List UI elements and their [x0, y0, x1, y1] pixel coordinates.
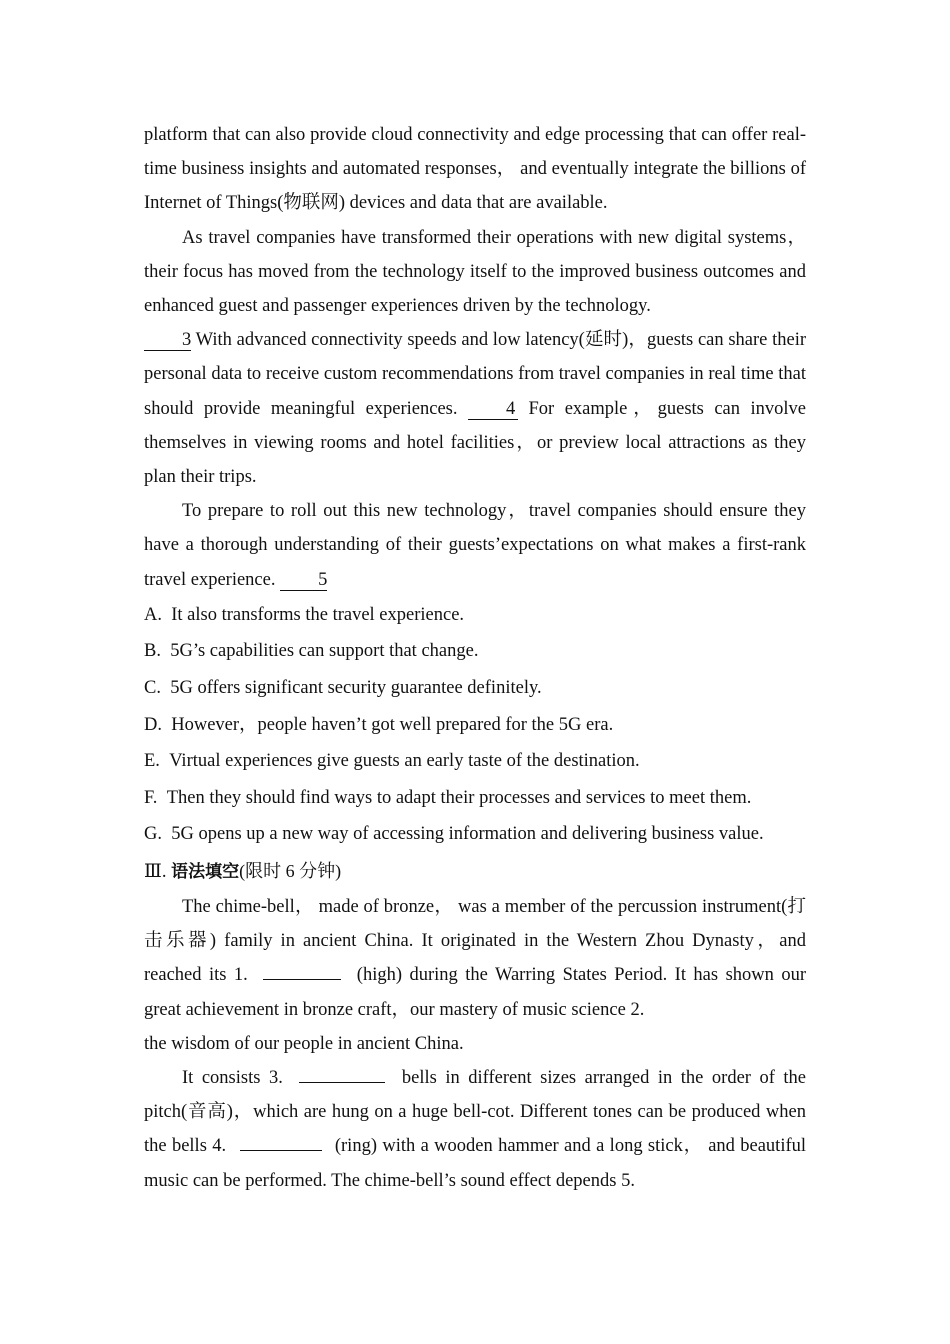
passage1-paragraph-3 — [144, 494, 806, 597]
paragraph-2-middle: With advanced connectivity speeds and low latency(延时)，guests can share their personal data to receive custom recommendations from travel companies in real time that should provide meaningful experiences. — [144, 330, 806, 419]
option-text: Virtual experiences give guests an early taste of the destination. — [169, 751, 640, 772]
option-letter: F. — [144, 787, 158, 808]
blank-grammar-1[interactable] — [263, 979, 341, 980]
passage2-paragraph-2 — [144, 1061, 806, 1198]
option-text: 5G opens up a new way of accessing information and delivering business value. — [171, 824, 764, 845]
blank-4[interactable]: 4 — [468, 399, 518, 420]
option-text: Then they should find ways to adapt their processes and services to meet them. — [166, 787, 752, 808]
option-letter: A. — [144, 604, 162, 625]
passage1-paragraph-1 — [144, 118, 806, 221]
blank-grammar-4[interactable] — [240, 1150, 322, 1151]
passage2-p1-part3: the wisdom of our people in ancient China. — [144, 1033, 464, 1054]
option-c — [144, 670, 806, 707]
section-3-heading — [144, 853, 806, 890]
passage1-paragraph-1-text: platform that can also provide cloud connectivity and edge processing that can offer real-time business insights and automated responses， and eventually integrate the billions of Internet of Things(物联网) devices and data that are available. — [144, 125, 806, 214]
section-time-limit: (限时 6 分钟) — [239, 861, 342, 881]
blank-grammar-3[interactable] — [299, 1082, 385, 1083]
passage1-paragraph-2 — [144, 221, 806, 495]
option-text: 5G offers significant security guarantee definitely. — [170, 678, 542, 699]
options-list — [144, 597, 806, 853]
option-letter: C. — [144, 678, 161, 699]
document-page — [144, 118, 806, 1198]
section-title: 语法填空 — [171, 862, 240, 882]
option-f — [144, 780, 806, 817]
paragraph-2-intro: As travel companies have transformed their operations with new digital systems，their focus has moved from the technology itself to the improved business outcomes and enhanced guest and passenger experiences driven by the technology. — [144, 227, 806, 317]
paragraph-2-end: For example，guests can involve themselves in viewing rooms and hotel facilities，or preview local attractions as they plan their trips. — [144, 398, 807, 488]
option-b — [144, 633, 806, 670]
option-letter: G. — [144, 824, 162, 845]
option-a — [144, 597, 806, 634]
passage2-p2-part1: It consists 3. — [182, 1068, 283, 1089]
section-numeral: Ⅲ. — [144, 862, 167, 882]
passage2-p1-part1: The chime-bell， made of bronze， was a member of the percussion instrument(打击乐器) family in ancient China. It originated in the Western Zhou Dynasty，and reached its 1. — [144, 897, 806, 986]
passage2-p1-part2: (high) during the Warring States Period. It has shown our great achievement in bronze craft，our mastery of music science 2. — [144, 965, 807, 1020]
paragraph-3-text: To prepare to roll out this new technology，travel companies should ensure they have a thorough understanding of their guests’expectations on what makes a first-rank travel experience. — [144, 501, 806, 590]
passage2-p2-part2: bells in different sizes arranged in the order of the pitch(音高)，which are hung on a huge bell-cot. Different tones can be produced when the bells 4. — [144, 1068, 807, 1157]
passage2-paragraph-1 — [144, 890, 806, 1061]
blank-3[interactable]: 3 — [144, 330, 191, 351]
option-text: 5G’s capabilities can support that change. — [170, 641, 479, 662]
blank-5[interactable]: 5 — [280, 570, 327, 591]
option-e — [144, 743, 806, 780]
option-text: It also transforms the travel experience. — [171, 604, 465, 625]
option-letter: E. — [144, 751, 160, 772]
passage2-p2-part3: (ring) with a wooden hammer and a long stick， and beautiful music can be performed. The chime-bell’s sound effect depends 5. — [144, 1136, 807, 1191]
option-d — [144, 707, 806, 744]
option-letter: D. — [144, 714, 162, 735]
option-text: However，people haven’t got well prepared for the 5G era. — [171, 714, 614, 735]
option-letter: B. — [144, 641, 161, 662]
option-g — [144, 816, 806, 853]
